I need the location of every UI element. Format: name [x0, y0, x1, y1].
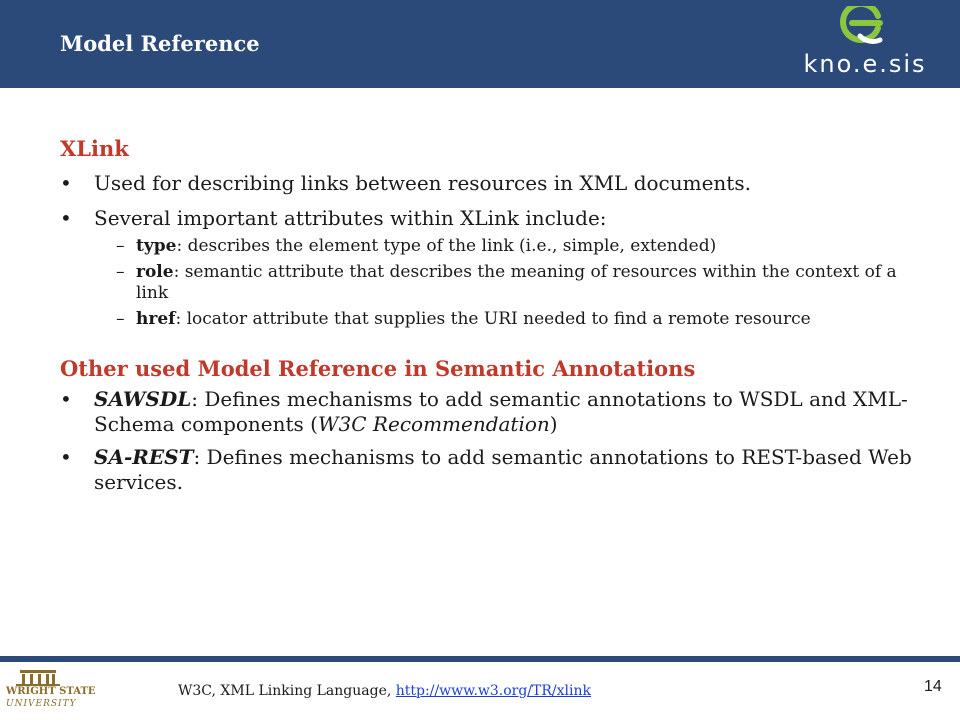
wright-state-name: WRIGHT STATE — [6, 686, 96, 697]
sub-item — [60, 309, 920, 330]
sub-item-desc: : describes the element type of the link (i.e., simple, extended) — [176, 236, 717, 256]
sub-item-term: role — [136, 262, 174, 282]
dash-icon: – — [116, 309, 125, 329]
wright-state-sub: UNIVERSITY — [6, 699, 77, 709]
slide-title: Model Reference — [60, 31, 260, 56]
sub-item-term: type — [136, 236, 177, 256]
sub-item-desc: : locator attribute that supplies the URI needed to find a remote resource — [175, 309, 811, 329]
header-band — [0, 0, 960, 88]
bullet-item — [60, 206, 920, 231]
bullet-text: : Defines mechanisms to add semantic annotations to REST-based Web services. — [94, 445, 912, 494]
bullet-icon: • — [60, 387, 72, 411]
knoesis-e-mark-icon — [790, 6, 940, 50]
bullet-item — [60, 387, 920, 437]
citation-text: W3C, XML Linking Language, — [178, 683, 396, 699]
bullet-item — [60, 445, 920, 495]
bullet-term: SAWSDL — [94, 387, 192, 411]
knoesis-logo-text: kno.e.sis — [803, 50, 927, 78]
bullet-text: Several important attributes within XLink include: — [94, 206, 607, 230]
bullet-item — [60, 171, 920, 196]
bullet-italic: W3C Recommendation — [317, 412, 550, 436]
citation-link[interactable]: http://www.w3.org/TR/xlink — [395, 683, 591, 699]
bullet-term: SA-REST — [94, 445, 194, 469]
wright-state-logo — [6, 668, 96, 716]
footer-citation — [178, 683, 591, 699]
slide-body — [60, 130, 920, 495]
bullet-text: : Defines mechanisms to add semantic annotations to WSDL and XML-Schema components ( — [94, 387, 908, 436]
bullet-icon: • — [60, 445, 72, 469]
bullet-text: Used for describing links between resources in XML documents. — [94, 171, 751, 195]
sub-item-term: href — [136, 309, 176, 329]
bullet-text-end: ) — [549, 412, 558, 436]
building-icon — [6, 668, 70, 686]
section-heading-other: Other used Model Reference in Semantic Annotations — [60, 356, 696, 381]
sub-item — [60, 236, 920, 257]
bullet-icon: • — [60, 206, 72, 230]
dash-icon: – — [116, 236, 125, 256]
sub-item-desc: : semantic attribute that describes the meaning of resources within the context of a link — [136, 262, 897, 303]
dash-icon: – — [116, 262, 125, 282]
footer-rule — [0, 656, 960, 662]
page-number: 14 — [924, 678, 942, 695]
section-heading-xlink: XLink — [60, 136, 129, 161]
sub-item — [60, 262, 920, 304]
knoesis-logo — [790, 6, 940, 84]
bullet-icon: • — [60, 171, 72, 195]
